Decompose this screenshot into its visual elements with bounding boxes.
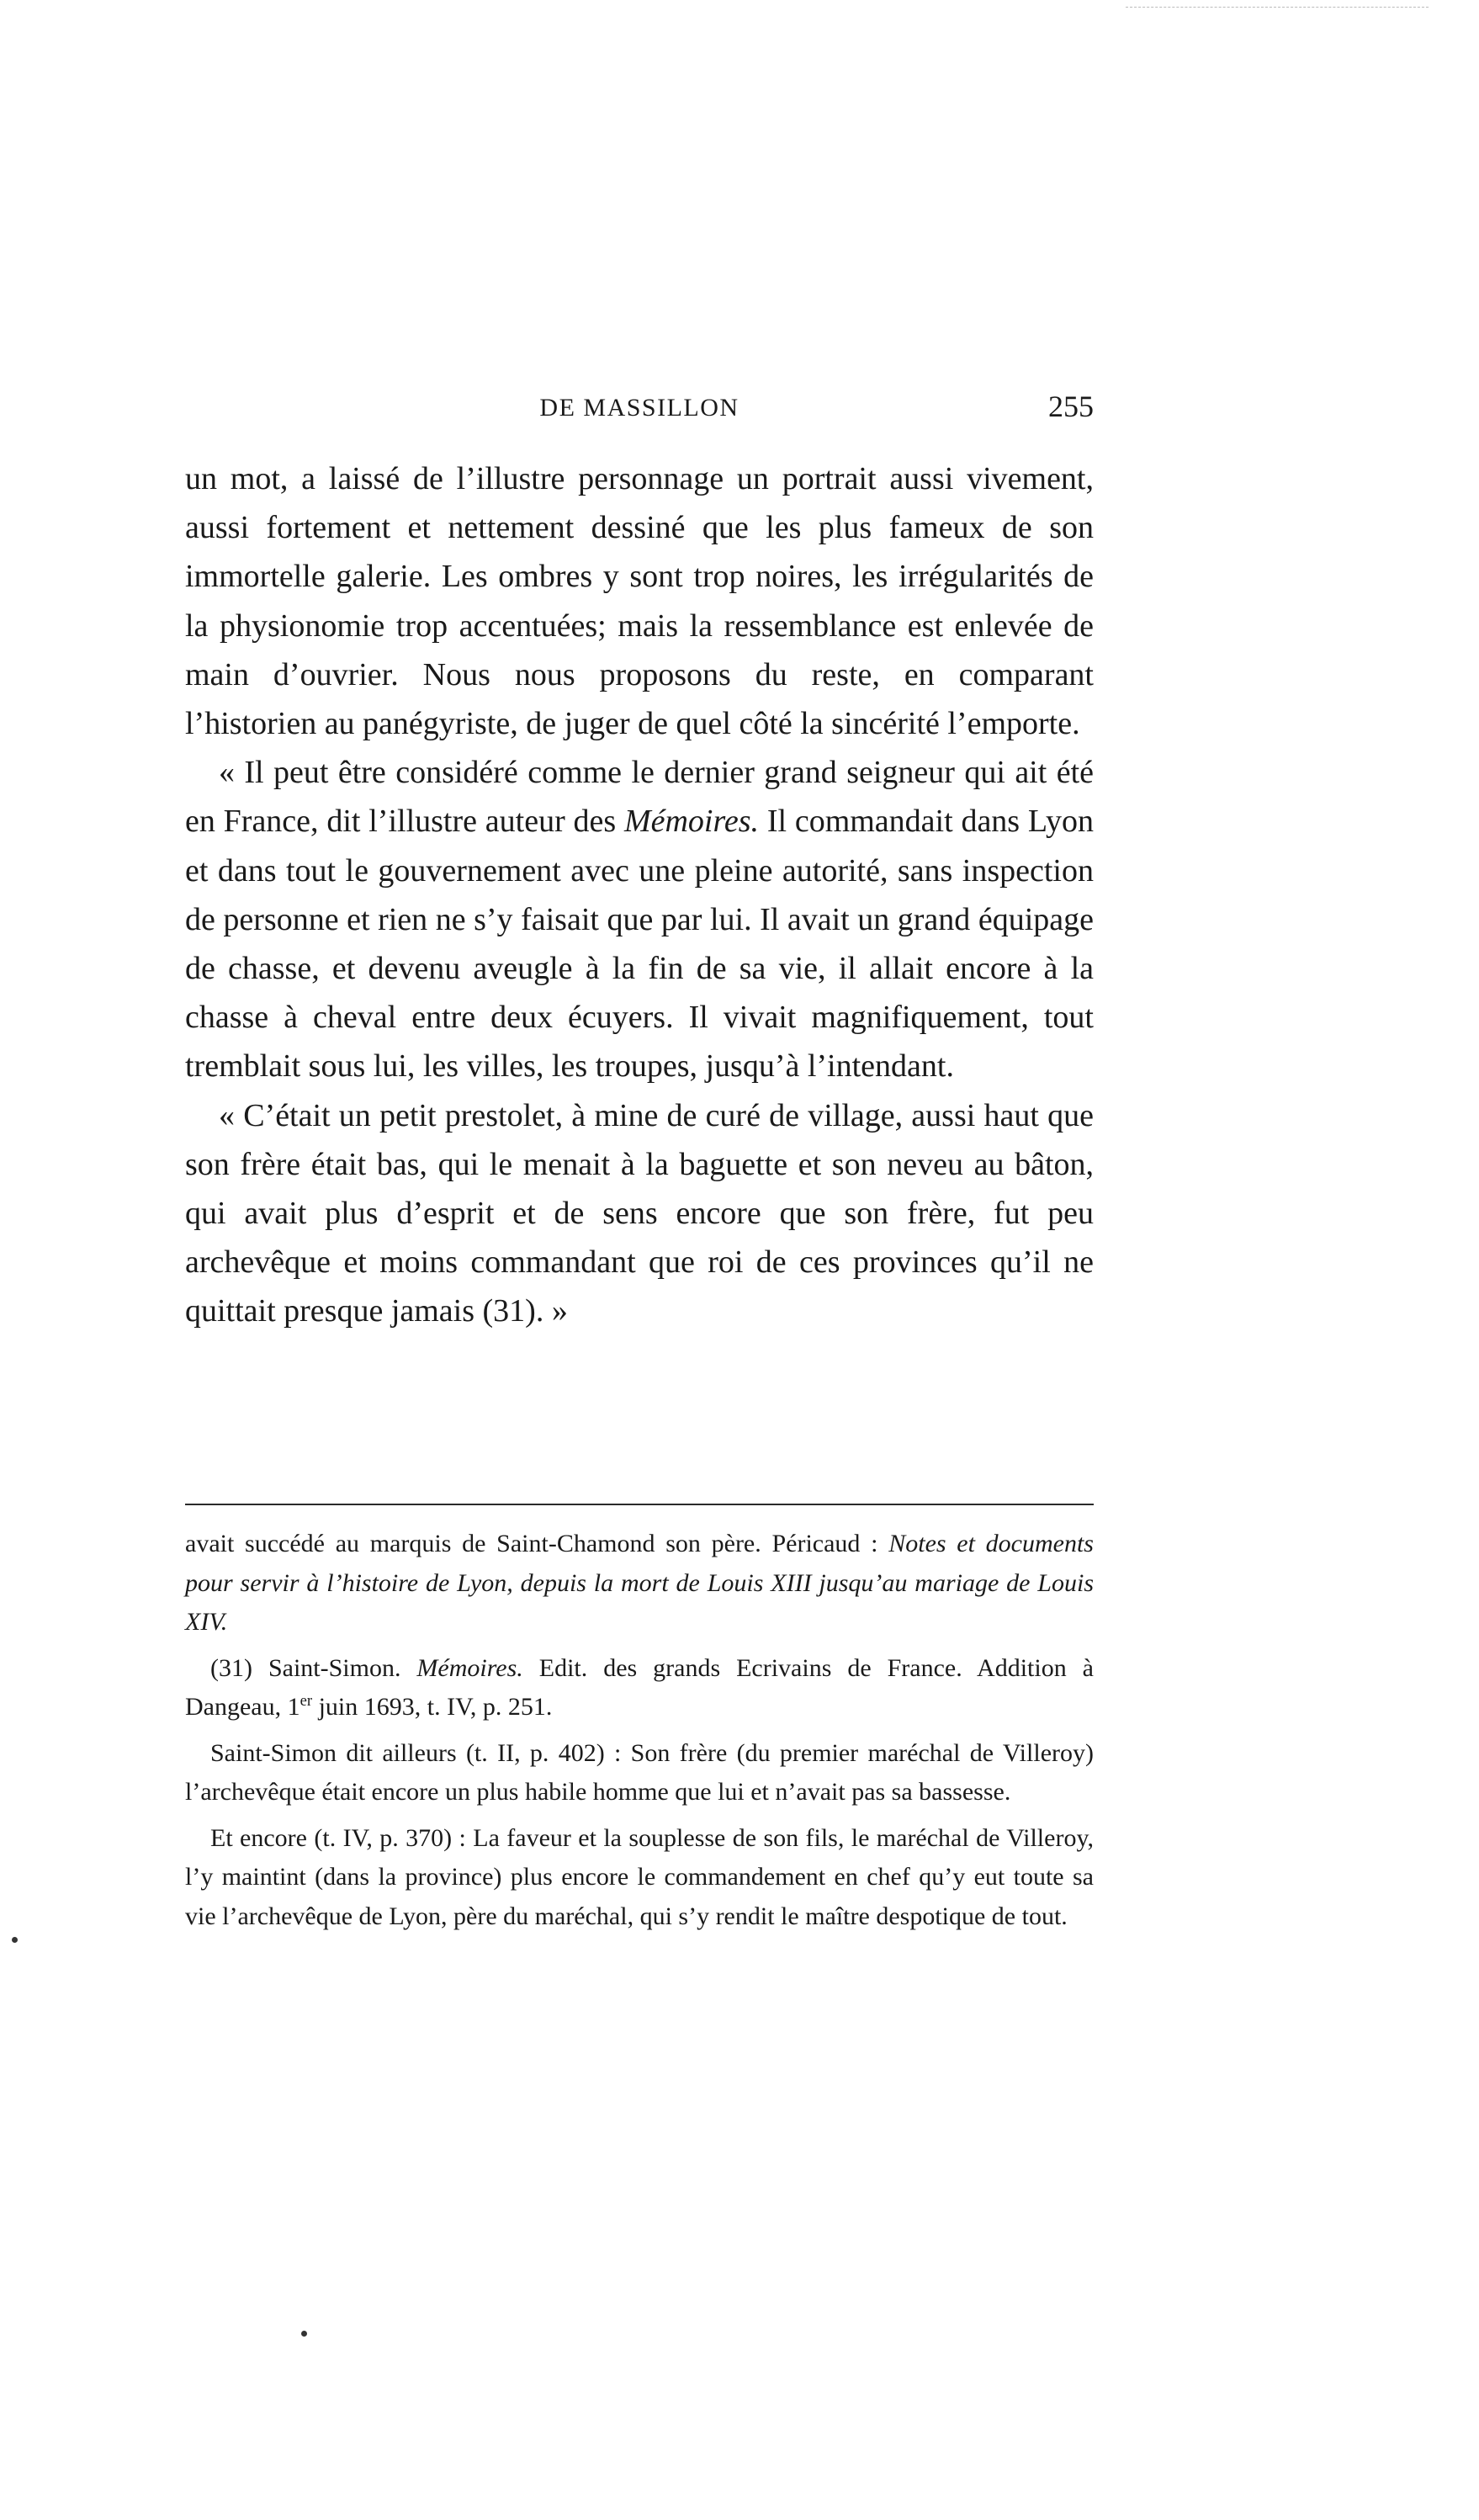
footnote-2-title: Mémoires. [416, 1653, 523, 1682]
paragraph-3: « C’était un petit prestolet, à mine de curé de village, aussi haut que son frère était bas, qui le menait à la baguette et son neveu au bâton, qui avait plus d’esprit et de sens encore que son frère, fut peu archevêque et moins commandant que roi de ces provinces qu’il ne quittait presque jamais (31). » [185, 1097, 1094, 1329]
footnote-2-start: (31) Saint-Simon. [210, 1653, 417, 1682]
footnote-1-start: avait succédé au marquis de Saint-Chamond son père. Péricaud : [185, 1530, 889, 1557]
footnote-continuation [185, 1525, 1094, 1642]
paragraph-2 [185, 748, 1094, 1090]
paragraph-2-start: « Il peut être considéré comme le dernier grand seigneur qui ait été en France, dit l’illustre auteur des [185, 755, 1094, 840]
paragraph-2-title: Mémoires. [623, 804, 760, 840]
footnote-1-title: Notes et documents pour servir à l’histoire de Lyon, depuis la mort de Louis XIII jusqu’au mariage de Louis XIV. [185, 1530, 1094, 1636]
margin-speck [12, 1937, 18, 1943]
footnote-2-sup: er [300, 1692, 313, 1710]
page-speck [301, 2331, 307, 2337]
footnote-31 [185, 1649, 1094, 1727]
footnote-2-end: juin 1693, t. IV, p. 251. [312, 1693, 553, 1721]
footnote-31-quote-2: Et encore (t. IV, p. 370) : La faveur et la souplesse de son fils, le maréchal de Villeroy, l’y maintint (dans la province) plus encore le commandement en chef qu’y eut toute sa vie l’archevêque de Lyon, père du maréchal, qui s’y rendit le maître despotique de tout. [185, 1823, 1094, 1930]
footnote-2-mid: Edit. des grands Ecrivains de France. Addition à Dangeau, 1 [185, 1653, 1094, 1721]
running-title: DE MASSILLON [539, 394, 740, 422]
page-number: 255 [1048, 390, 1094, 423]
scan-edge-mark [1126, 7, 1429, 8]
paragraph-1: un mot, a laissé de l’illustre personnage un portrait aussi vivement, aussi fortement et nettement dessiné que les plus fameux de son immortelle galerie. Les ombres y sont trop noires, les irrégularités de la physionomie trop accentuées; mais la ressemblance est enlevée de main d’ouvrier. Nous nous proposons du reste, en comparant l’historien au panégyriste, de juger de quel côté la sincérité l’emporte. [185, 461, 1094, 742]
footnote-31-quote-1: Saint-Simon dit ailleurs (t. II, p. 402) : Son frère (du premier maréchal de Villeroy) l’archevêque était encore un plus habile homme que lui et n’avait pas sa bassesse. [185, 1738, 1094, 1806]
footnote-separator [185, 1504, 1094, 1505]
paragraph-2-end: Il commandait dans Lyon et dans tout le gouvernement avec une pleine autorité, sans inspection de personne et rien ne s’y faisait que par lui. Il avait un grand équipage de chasse, et devenu aveugle à la fin de sa vie, il allait encore à la chasse à cheval entre deux écuyers. Il vivait magnifiquement, tout tremblait sous lui, les villes, les troupes, jusqu’à l’intendant. [185, 804, 1095, 1085]
main-text [185, 454, 1094, 1336]
page-header [185, 389, 1094, 432]
footnotes [185, 1525, 1094, 1936]
